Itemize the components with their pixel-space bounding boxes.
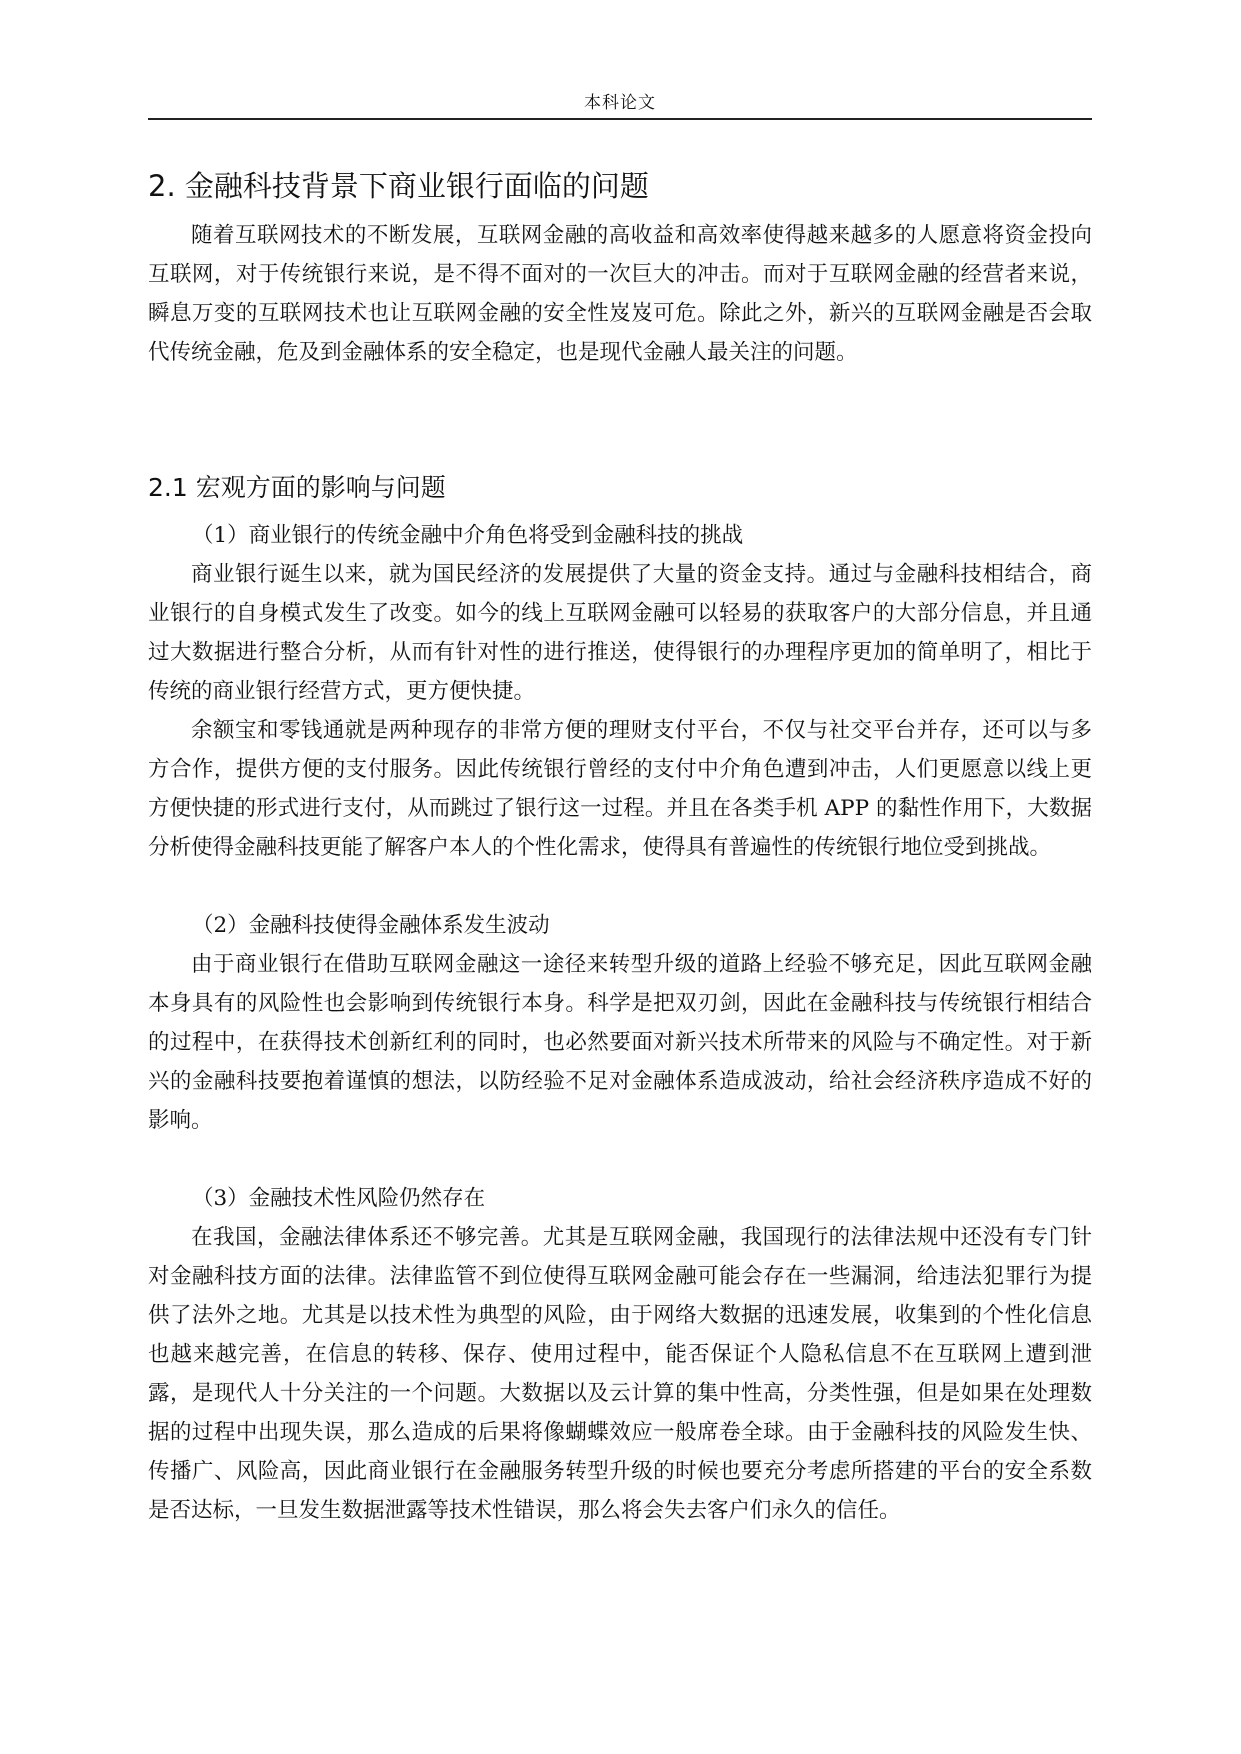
paragraph-1: 商业银行诞生以来，就为国民经济的发展提供了大量的资金支持。通过与金融科技相结合，商业银行的自身模式发生了改变。如今的线上互联网金融可以轻易的获取客户的大部分信息，并且通过大数据进行整合分析，从而有针对性的进行推送，使得银行的办理程序更加的简单明了，相比于传统的商业银行经营方式，更方便快捷。	[148, 562, 1092, 704]
subheading-3: （3）金融技术性风险仍然存在	[192, 1186, 486, 1211]
paragraph-4: 在我国，金融法律体系还不够完善。尤其是互联网金融，我国现行的法律法规中还没有专门针对金融科技方面的法律。法律监管不到位使得互联网金融可能会存在一些漏洞，给违法犯罪行为提供了法外之地。尤其是以技术性为典型的风险，由于网络大数据的迅速发展，收集到的个性化信息也越来越完善，在信息的转移、保存、使用过程中，能否保证个人隐私信息不在互联网上遭到泄露，是现代人十分关注的一个问题。大数据以及云计算的集中性高，分类性强，但是如果在处理数据的过程中出现失误，那么造成的后果将像蝴蝶效应一般席卷全球。由于金融科技的风险发生快、传播广、风险高，因此商业银行在金融服务转型升级的时候也要充分考虑所搭建的平台的安全系数是否达标，一旦发生数据泄露等技术性错误，那么将会失去客户们永久的信任。	[148, 1225, 1092, 1523]
subheading-2: （2）金融科技使得金融体系发生波动	[192, 913, 550, 938]
section-heading: 2. 金融科技背景下商业银行面临的问题	[148, 169, 649, 203]
paragraph-3: 由于商业银行在借助互联网金融这一途径来转型升级的道路上经验不够充足，因此互联网金融本身具有的风险性也会影响到传统银行本身。科学是把双刃剑，因此在金融科技与传统银行相结合的过程中，在获得技术创新红利的同时，也必然要面对新兴技术所带来的风险与不确定性。对于新兴的金融科技要抱着谨慎的想法，以防经验不足对金融体系造成波动，给社会经济秩序造成不好的影响。	[148, 952, 1092, 1133]
page-header	[148, 82, 1092, 120]
header-title: 本科论文	[584, 93, 656, 113]
subsection-heading: 2.1 宏观方面的影响与问题	[148, 473, 446, 502]
intro-paragraph: 随着互联网技术的不断发展，互联网金融的高收益和高效率使得越来越多的人愿意将资金投向互联网，对于传统银行来说，是不得不面对的一次巨大的冲击。而对于互联网金融的经营者来说，瞬息万变的互联网技术也让互联网金融的安全性岌岌可危。除此之外，新兴的互联网金融是否会取代传统金融，危及到金融体系的安全稳定，也是现代金融人最关注的问题。	[148, 223, 1092, 365]
paragraph-2: 余额宝和零钱通就是两种现存的非常方便的理财支付平台，不仅与社交平台并存，还可以与多方合作，提供方便的支付服务。因此传统银行曾经的支付中介角色遭到冲击，人们更愿意以线上更方便快捷的形式进行支付，从而跳过了银行这一过程。并且在各类手机 APP 的黏性作用下，大数据分析使得金融科技更能了解客户本人的个性化需求，使得具有普遍性的传统银行地位受到挑战。	[148, 718, 1092, 860]
subheading-1: （1）商业银行的传统金融中介角色将受到金融科技的挑战	[192, 523, 744, 548]
